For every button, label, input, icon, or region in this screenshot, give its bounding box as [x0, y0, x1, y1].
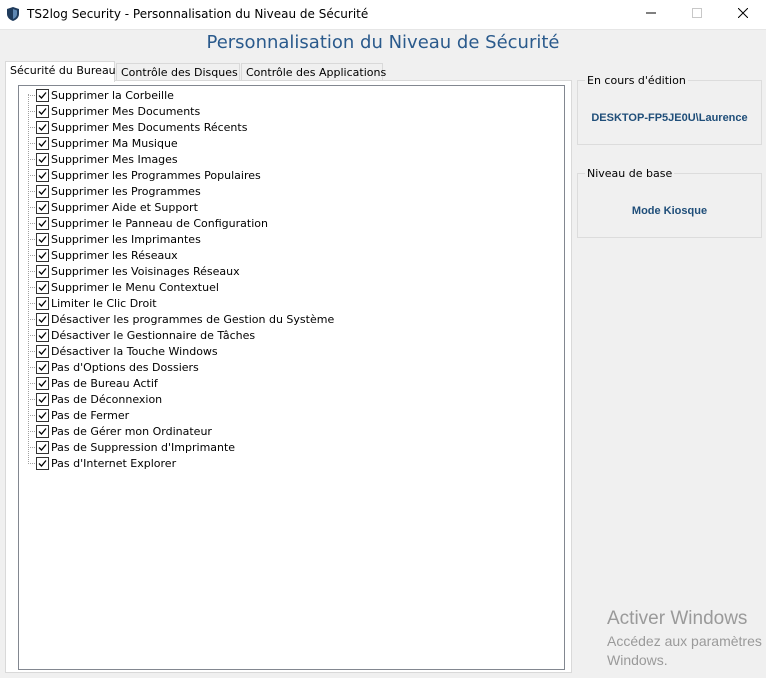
option-checkbox[interactable] — [36, 281, 49, 294]
minimize-icon — [646, 8, 656, 21]
tree-item[interactable] — [28, 167, 261, 183]
option-checkbox[interactable] — [36, 89, 49, 102]
checkmark-icon — [38, 235, 47, 244]
tree-item[interactable] — [28, 439, 235, 455]
tree-branch-line — [28, 191, 35, 192]
maximize-button[interactable] — [674, 0, 720, 29]
tree-item[interactable] — [28, 311, 334, 327]
tree-item[interactable] — [28, 455, 176, 471]
checkmark-icon — [38, 187, 47, 196]
tree-item-label: Supprimer les Voisinages Réseaux — [51, 264, 240, 278]
tree-branch-line — [28, 351, 35, 352]
editing-user-value: DESKTOP-FP5JE0U\Laurence — [591, 112, 748, 124]
checkmark-icon — [38, 459, 47, 468]
shield-icon — [5, 6, 21, 22]
security-options-tree[interactable] — [18, 85, 565, 670]
tree-item[interactable] — [28, 135, 178, 151]
tree-branch-line — [28, 95, 35, 96]
tree-item-label: Pas de Fermer — [51, 408, 130, 422]
tree-item-label: Supprimer les Programmes — [51, 184, 201, 198]
checkmark-icon — [38, 139, 47, 148]
watermark-line1: Accédez aux paramètres — [607, 633, 762, 649]
option-checkbox[interactable] — [36, 233, 49, 246]
checkmark-icon — [38, 123, 47, 132]
tree-branch-line — [28, 383, 35, 384]
checkmark-icon — [38, 331, 47, 340]
tree-item[interactable] — [28, 327, 255, 343]
tree-item-label: Supprimer Ma Musique — [51, 136, 178, 150]
tree-item-label: Pas de Bureau Actif — [51, 376, 158, 390]
checkmark-icon — [38, 347, 47, 356]
option-checkbox[interactable] — [36, 409, 49, 422]
tree-branch-line — [28, 367, 35, 368]
tree-branch-line — [28, 431, 35, 432]
title-bar — [0, 0, 766, 30]
option-checkbox[interactable] — [36, 377, 49, 390]
tree-item[interactable] — [28, 343, 218, 359]
tree-item[interactable] — [28, 199, 198, 215]
tree-branch-line — [28, 255, 35, 256]
option-checkbox[interactable] — [36, 249, 49, 262]
checkmark-icon — [38, 315, 47, 324]
tree-item-label: Désactiver le Gestionnaire de Tâches — [51, 328, 256, 342]
checkmark-icon — [38, 299, 47, 308]
tree-item[interactable] — [28, 87, 174, 103]
tab-controle-des-applications[interactable]: Contrôle des Applications — [241, 63, 383, 80]
tree-branch-line — [28, 303, 35, 304]
tree-item-label: Pas de Déconnexion — [51, 392, 163, 406]
tree-item[interactable] — [28, 103, 200, 119]
checkmark-icon — [38, 107, 47, 116]
tree-item[interactable] — [28, 359, 199, 375]
checkmark-icon — [38, 443, 47, 452]
option-checkbox[interactable] — [36, 361, 49, 374]
tree-branch-line — [28, 127, 35, 128]
checkmark-icon — [38, 91, 47, 100]
tree-item[interactable] — [28, 247, 178, 263]
watermark-title: Activer Windows — [607, 608, 748, 629]
option-checkbox[interactable] — [36, 121, 49, 134]
tree-item[interactable] — [28, 375, 158, 391]
tree-branch-line — [28, 159, 35, 160]
minimize-button[interactable] — [628, 0, 674, 29]
tree-branch-line — [28, 287, 35, 288]
tree-item[interactable] — [28, 151, 178, 167]
tree-item-label: Désactiver les programmes de Gestion du Système — [51, 312, 335, 326]
checkmark-icon — [38, 267, 47, 276]
option-checkbox[interactable] — [36, 457, 49, 470]
tree-item-label: Désactiver la Touche Windows — [51, 344, 218, 358]
page-title: Personnalisation du Niveau de Sécurité — [206, 32, 560, 53]
option-checkbox[interactable] — [36, 441, 49, 454]
tree-item-label: Supprimer Mes Images — [51, 152, 178, 166]
tree-item[interactable] — [28, 183, 201, 199]
tree-item[interactable] — [28, 231, 201, 247]
option-checkbox[interactable] — [36, 185, 49, 198]
checkmark-icon — [38, 155, 47, 164]
tree-item-label: Supprimer le Panneau de Configuration — [51, 216, 268, 230]
tree-item-label: Supprimer Mes Documents Récents — [51, 120, 248, 134]
option-checkbox[interactable] — [36, 153, 49, 166]
option-checkbox[interactable] — [36, 265, 49, 278]
tree-item[interactable] — [28, 263, 240, 279]
editing-group-title: En cours d'édition — [587, 74, 686, 87]
tree-branch-line — [28, 223, 35, 224]
tab-securite-du-bureau[interactable]: Sécurité du Bureau — [5, 61, 115, 82]
tree-item[interactable] — [28, 279, 219, 295]
tree-branch-line — [28, 447, 35, 448]
tree-item-label: Supprimer les Réseaux — [51, 248, 178, 262]
option-checkbox[interactable] — [36, 313, 49, 326]
checkmark-icon — [38, 219, 47, 228]
tree-item-label: Pas d'Options des Dossiers — [51, 360, 199, 374]
checkmark-icon — [38, 427, 47, 436]
tree-item-label: Pas d'Internet Explorer — [51, 456, 177, 470]
base-level-group — [577, 167, 762, 238]
option-checkbox[interactable] — [36, 297, 49, 310]
option-checkbox[interactable] — [36, 137, 49, 150]
option-checkbox[interactable] — [36, 345, 49, 358]
tree-branch-line — [28, 239, 35, 240]
tree-item-label: Pas de Suppression d'Imprimante — [51, 440, 236, 454]
tree-item-label: Supprimer Mes Documents — [51, 104, 201, 118]
tree-item-label: Supprimer Aide et Support — [51, 200, 198, 214]
option-checkbox[interactable] — [36, 329, 49, 342]
tree-branch-line — [28, 415, 35, 416]
tree-item[interactable] — [28, 423, 212, 439]
tree-branch-line — [28, 143, 35, 144]
maximize-icon — [692, 8, 702, 21]
close-button[interactable] — [720, 0, 766, 29]
option-checkbox[interactable] — [36, 201, 49, 214]
checkmark-icon — [38, 283, 47, 292]
activate-windows-watermark — [607, 608, 762, 670]
tree-branch-line — [28, 111, 35, 112]
checkmark-icon — [38, 203, 47, 212]
tree-item[interactable] — [28, 119, 247, 135]
tree-branch-line — [28, 399, 35, 400]
tree-item-label: Supprimer les Programmes Populaires — [51, 168, 261, 182]
tree-item-label: Pas de Gérer mon Ordinateur — [51, 424, 212, 438]
checkmark-icon — [38, 379, 47, 388]
watermark-line2: Windows. — [607, 652, 668, 668]
checkmark-icon — [38, 395, 47, 404]
tab-controle-des-disques[interactable]: Contrôle des Disques — [116, 63, 240, 80]
editing-group — [577, 74, 762, 145]
tree-branch-line — [28, 463, 35, 464]
tree-item[interactable] — [28, 215, 268, 231]
tree-branch-line — [28, 319, 35, 320]
tree-item[interactable] — [28, 391, 162, 407]
tree-branch-line — [28, 175, 35, 176]
checkmark-icon — [38, 251, 47, 260]
tree-branch-line — [28, 271, 35, 272]
option-checkbox[interactable] — [36, 169, 49, 182]
tree-branch-line — [28, 335, 35, 336]
tree-item-label: Supprimer la Corbeille — [51, 88, 174, 102]
option-checkbox[interactable] — [36, 393, 49, 406]
option-checkbox[interactable] — [36, 217, 49, 230]
tree-branch-line — [28, 207, 35, 208]
option-checkbox[interactable] — [36, 425, 49, 438]
checkmark-icon — [38, 363, 47, 372]
tree-item[interactable] — [28, 407, 129, 423]
close-icon — [738, 8, 748, 21]
tree-item-label: Limiter le Clic Droit — [51, 296, 157, 310]
base-level-group-title: Niveau de base — [587, 167, 673, 180]
tree-item-label: Supprimer le Menu Contextuel — [51, 280, 219, 294]
tree-item[interactable] — [28, 295, 157, 311]
checkmark-icon — [38, 411, 47, 420]
tree-item-label: Supprimer les Imprimantes — [51, 232, 201, 246]
checkmark-icon — [38, 171, 47, 180]
window-title: TS2log Security - Personnalisation du Niveau de Sécurité — [27, 7, 369, 21]
option-checkbox[interactable] — [36, 105, 49, 118]
base-level-value: Mode Kiosque — [631, 205, 708, 217]
